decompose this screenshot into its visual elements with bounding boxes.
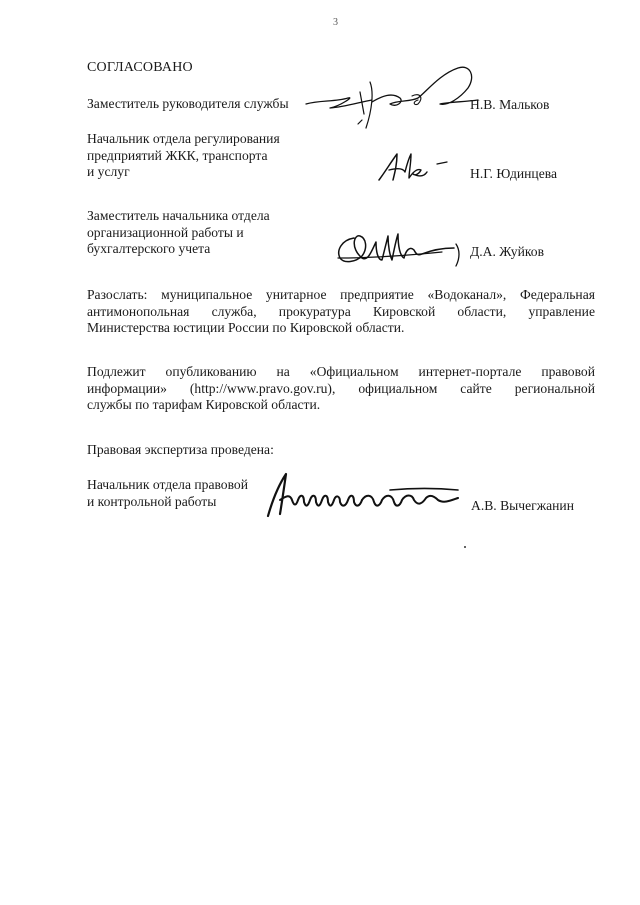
- position-line: Начальник отдела регулирования: [87, 131, 280, 146]
- distribution-paragraph: [87, 287, 595, 337]
- distribution-line: антимонопольная служба, прокуратура Кировской области, управление: [87, 303, 595, 319]
- position-line: предприятий ЖКК, транспорта: [87, 147, 268, 163]
- signatory-2-position: [87, 131, 280, 181]
- signatory-3-signature: [332, 228, 467, 268]
- scan-speck: [464, 546, 466, 548]
- position-line: Заместитель начальника отдела: [87, 208, 270, 223]
- legal-review-heading: Правовая экспертиза проведена:: [87, 442, 274, 457]
- position-line: организационной работы и: [87, 224, 244, 240]
- position-line: Начальник отдела правовой: [87, 477, 249, 492]
- publication-paragraph: [87, 364, 595, 414]
- publication-line: Подлежит опубликованию на «Официальном интернет-портале правовой: [87, 364, 595, 379]
- legal-review-position: [87, 477, 248, 510]
- signatory-1-signature: [300, 62, 490, 137]
- publication-line: информации» (http://www.pravo.gov.ru), официальном сайте региональной: [87, 380, 595, 396]
- publication-line: службы по тарифам Кировской области.: [87, 397, 321, 412]
- position-line: Заместитель руководителя службы: [87, 96, 289, 111]
- signatory-1-position: [87, 96, 289, 113]
- position-line: и услуг: [87, 164, 130, 179]
- distribution-line: Разослать: муниципальное унитарное предприятие «Водоканал», Федеральная: [87, 287, 595, 302]
- approval-heading: СОГЛАСОВАНО: [87, 60, 193, 75]
- legal-review-signature: [262, 470, 462, 520]
- signatory-3-position: [87, 208, 270, 258]
- signatory-1-name: Н.В. Мальков: [470, 97, 550, 112]
- position-line: и контрольной работы: [87, 493, 217, 509]
- position-line: бухгалтерского учета: [87, 241, 211, 256]
- signatory-3-name: Д.А. Жуйков: [470, 244, 545, 259]
- legal-review-name: А.В. Вычегжанин: [471, 498, 574, 513]
- distribution-line: Министерства юстиции России по Кировской области.: [87, 320, 405, 335]
- signatory-2-signature: [375, 150, 455, 185]
- page-number: 3: [333, 17, 338, 28]
- signatory-2-name: Н.Г. Юдинцева: [470, 166, 558, 181]
